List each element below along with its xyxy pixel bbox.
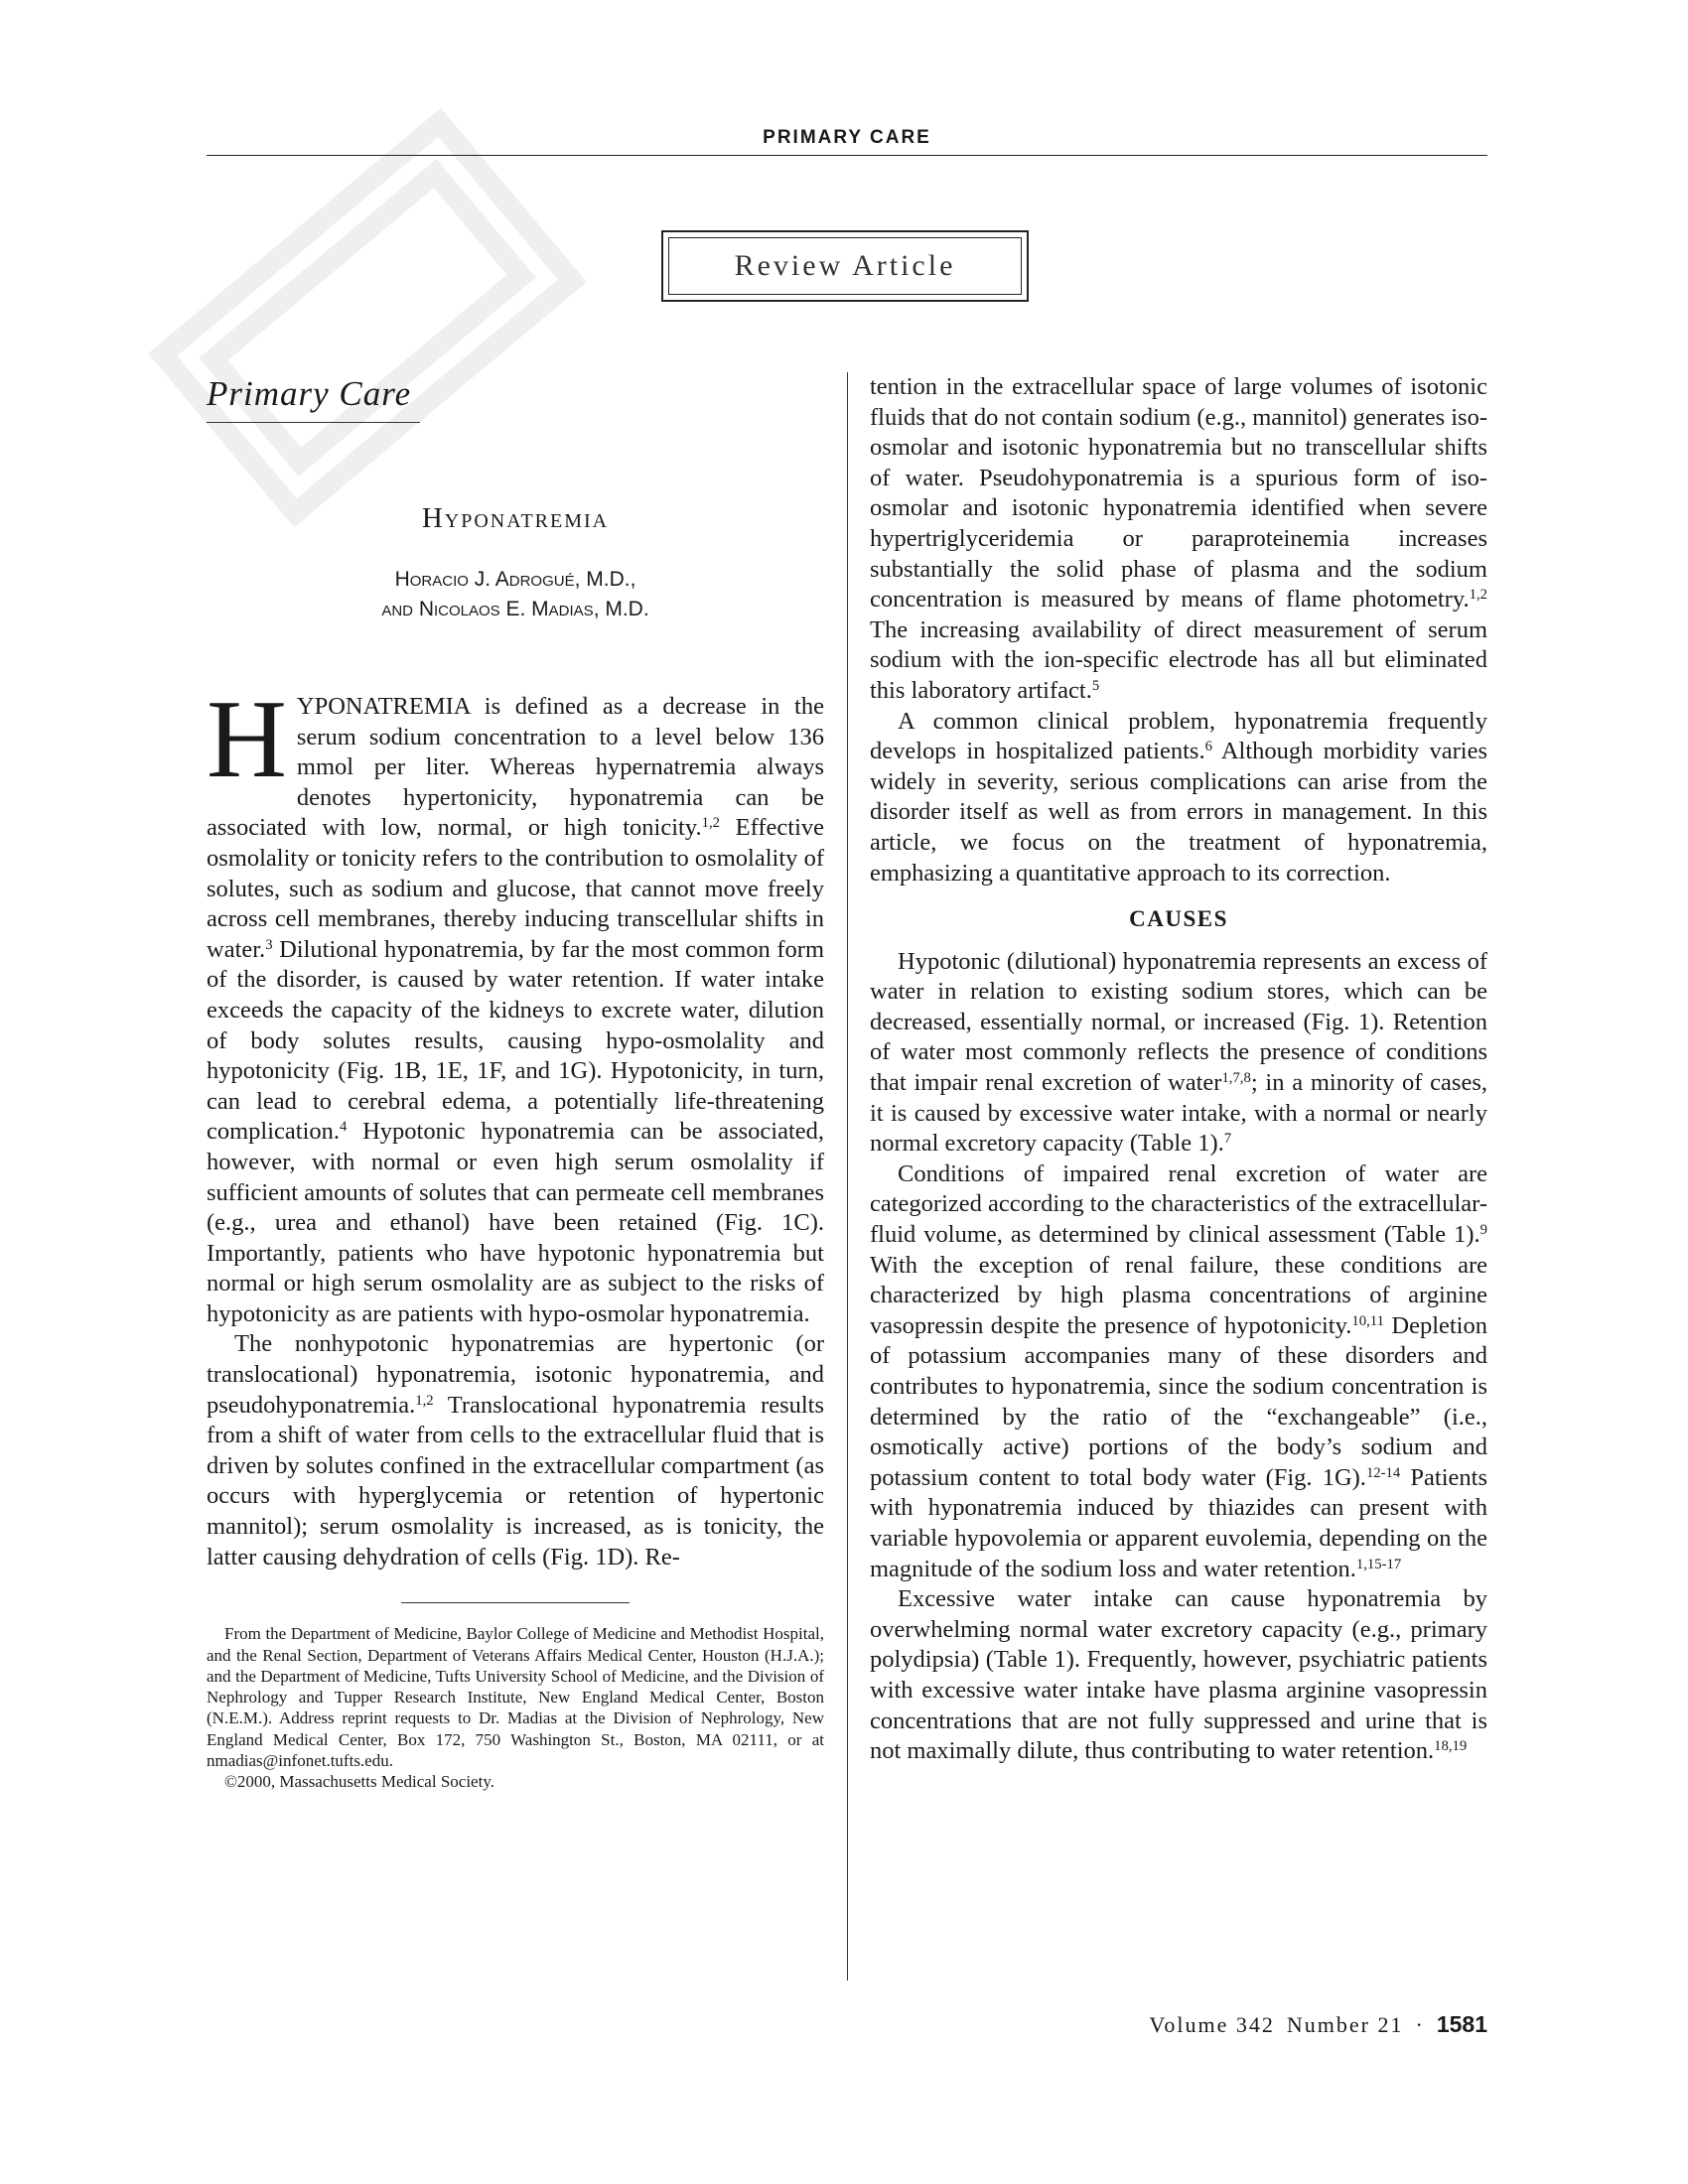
- footnote-affiliation: From the Department of Medicine, Baylor College of Medicine and Methodist Hospital, and the Renal Section, Department of Veterans Affairs Medical Center, Houston (H.J.A.); and the Department of Medicine, Tufts University School of Medicine, and the Division of Nephrology and Tupper Research Institute, New England Medical Center, Boston (N.E.M.). Address reprint requests to Dr. Madias at the Division of Nephrology, New England Medical Center, Box 172, 750 Washington St., Boston, MA 02111, or at nmadias@infonet.tufts.edu.: [207, 1624, 824, 1770]
- review-article-badge: [661, 230, 1029, 302]
- section-heading-causes: CAUSES: [1129, 906, 1228, 932]
- author-line: Horacio J. Adrogué, M.D.,: [394, 568, 636, 591]
- column-divider: [847, 372, 848, 1980]
- paragraph: Hypotonic (dilutional) hyponatremia represents an excess of water in relation to existing sodium stores, which can be decreased, essentially normal, or increased (Fig. 1). Retention of water most commonly reflects the presence of conditions that impair renal excretion of water$^{1,7,8}$; in a minority of cases, it is caused by excessive water intake, with a normal or nearly normal excretory capacity (Table 1).$^7$: [870, 947, 1487, 1158]
- paragraph: The nonhypotonic hyponatremias are hypertonic (or translocational) hyponatremia, isotonic hyponatremia, and pseudohyponatremia.$^{1,2}$ Translocational hyponatremia results from a shift of water from cells to the extracellular fluid that is driven by solutes confined in the extracellular compartment (as occurs with hyperglycemia or retention of hypertonic mannitol); serum osmolality is increased, as is tonicity, the latter causing dehydration of cells (Fig. 1D). Re-: [207, 1330, 824, 1570]
- paragraph: Excessive water intake can cause hyponatremia by overwhelming normal water excretory capacity (e.g., primary polydipsia) (Table 1). Frequently, however, psychiatric patients with excessive water intake have plasma arginine vasopressin concentrations that are not fully suppressed and urine that is not maximally dilute, thus contributing to water retention.$^{18,19}$: [870, 1585, 1487, 1765]
- header-rule: [207, 155, 1487, 156]
- page-footer: [1149, 2011, 1487, 2038]
- author-line: and Nicolaos E. Madias, M.D.: [381, 598, 649, 620]
- paragraph: YPONATREMIA is defined as a decrease in the serum sodium concentration to a level below 136 mmol per liter. Whereas hypernatremia always denotes hypertonicity, hyponatremia can be associated with low, normal, or high tonicity.$^{1,2}$ Effective osmolality or tonicity refers to the contribution to osmolality of solutes, such as sodium and glucose, that cannot move freely across cell membranes, thereby inducing transcellular shifts in water.$^3$ Dilutional hyponatremia, by far the most common form of the disorder, is caused by water retention. If water intake exceeds the capacity of the kidneys to excrete water, dilution of body solutes results, causing hypo-osmolality and hypotonicity (Fig. 1B, 1E, 1F, and 1G). Hypotonicity, in turn, can lead to cerebral edema, a potentially life-threatening complication.$^4$ Hypotonic hyponatremia can be associated, however, with normal or even high serum osmolality if sufficient amounts of solutes that can permeate cell membranes (e.g., urea and ethanol) have been retained (Fig. 1C). Importantly, patients who have hypotonic hyponatremia but normal or high serum osmolality are as subject to the risks of hypotonicity as are patients with hypo-osmolar hyponatremia.: [207, 693, 824, 1327]
- author-list: [207, 565, 824, 624]
- paragraph: A common clinical problem, hyponatremia frequently develops in hospitalized patients.$^6$ Although morbidity varies widely in severity, serious complications can arise from the disorder itself as well as from errors in management. In this article, we focus on the treatment of hyponatremia, emphasizing a quantitative approach to its correction.: [870, 707, 1487, 887]
- section-label-rule: [207, 422, 420, 423]
- article-title: Hyponatremia: [421, 502, 610, 534]
- right-column: [870, 372, 1487, 1767]
- left-column: [207, 372, 824, 1793]
- page-number: 1581: [1436, 2011, 1487, 2037]
- section-label: Primary Care: [207, 374, 412, 413]
- footnote-copyright: ©2000, Massachusetts Medical Society.: [224, 1772, 494, 1792]
- footer-separator: ·: [1415, 2012, 1425, 2037]
- issue-number: Number 21: [1286, 2012, 1404, 2037]
- footnote: [207, 1623, 824, 1792]
- drop-cap: H: [207, 678, 287, 801]
- running-head: PRIMARY CARE: [763, 127, 931, 148]
- review-article-label: Review Article: [668, 237, 1022, 295]
- volume-label: Volume 342: [1149, 2012, 1275, 2037]
- left-body: [207, 678, 824, 1572]
- paragraph: Conditions of impaired renal excretion of water are categorized according to the characteristics of the extracellular-fluid volume, as determined by clinical assessment (Table 1).$^9$ With the exception of renal failure, these conditions are characterized by high plasma concentrations of arginine vasopressin despite the presence of hypotonicity.$^{10,11}$ Depletion of potassium accompanies many of these disorders and contributes to hyponatremia, since the sodium concentration is determined by the ratio of the “exchangeable” (i.e., osmotically active) portions of the body’s sodium and potassium content to total body water (Fig. 1G).$^{12-14}$ Patients with hyponatremia induced by thiazides can present with variable hypovolemia or apparent euvolemia, depending on the magnitude of the sodium loss and water retention.$^{1,15-17}$: [870, 1160, 1487, 1582]
- footnote-rule: [401, 1602, 630, 1603]
- paragraph: tention in the extracellular space of large volumes of isotonic fluids that do not contain sodium (e.g., mannitol) generates iso-osmolar and isotonic hyponatremia but no transcellular shifts of water. Pseudohyponatremia is a spurious form of iso-osmolar and isotonic hyponatremia identified when severe hypertriglyceridemia or paraproteinemia increases substantially the solid phase of plasma and the sodium concentration is measured by means of flame photometry.$^{1,2}$ The increasing availability of direct measurement of serum sodium with the ion-specific electrode has all but eliminated this laboratory artifact.$^5$: [870, 373, 1487, 704]
